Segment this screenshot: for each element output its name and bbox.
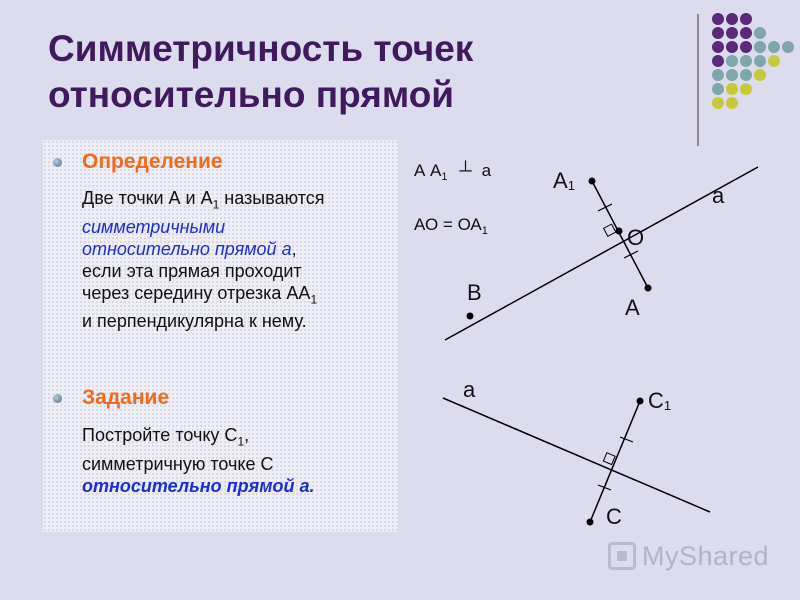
right-angle-mark [603,453,615,465]
title-line-2: относительно прямой [48,74,455,115]
label-C1: С1 [648,388,672,413]
point-O [616,228,623,235]
watermark-logo [608,538,769,574]
logo-text: MyShared [642,540,770,571]
tick-mark [620,437,633,442]
logo-icon [608,542,636,570]
figure-1 [414,160,758,340]
point-C [587,519,594,526]
definition-term: симметричными [82,216,226,237]
label-a-2: а [463,377,476,402]
label-a: а [712,183,725,208]
task-heading: Задание [82,386,170,409]
label-O: О [627,225,645,250]
label-B: В [467,280,482,305]
condition-equal: АО = $ОА_1$ [414,215,488,237]
task-text: Постройте точку $С_1$, симметричную точке С относительно прямой а. [82,425,315,496]
definition-text: Две точки А и $А_1$ называются симметричными относительно прямой а, если эта прямая проходит через середину отрезка $АА_1$ и перпендикулярна к нему. [82,188,325,332]
right-angle-mark [604,224,616,236]
line-a-2 [443,398,710,512]
task-emphasis: относительно прямой а. [82,475,315,496]
point-C1 [637,398,644,405]
point-A [645,285,652,292]
point-B [467,313,474,320]
label-A: А [625,295,640,320]
label-C: С [606,504,622,529]
figure-2 [443,377,710,529]
point-A1 [589,178,596,185]
definition-heading: Определение [82,150,223,173]
title-line-1: Симметричность точек [48,28,474,69]
label-A1: А1 [553,168,575,193]
condition-perp: А $А_1$ ┴ а [414,161,492,183]
